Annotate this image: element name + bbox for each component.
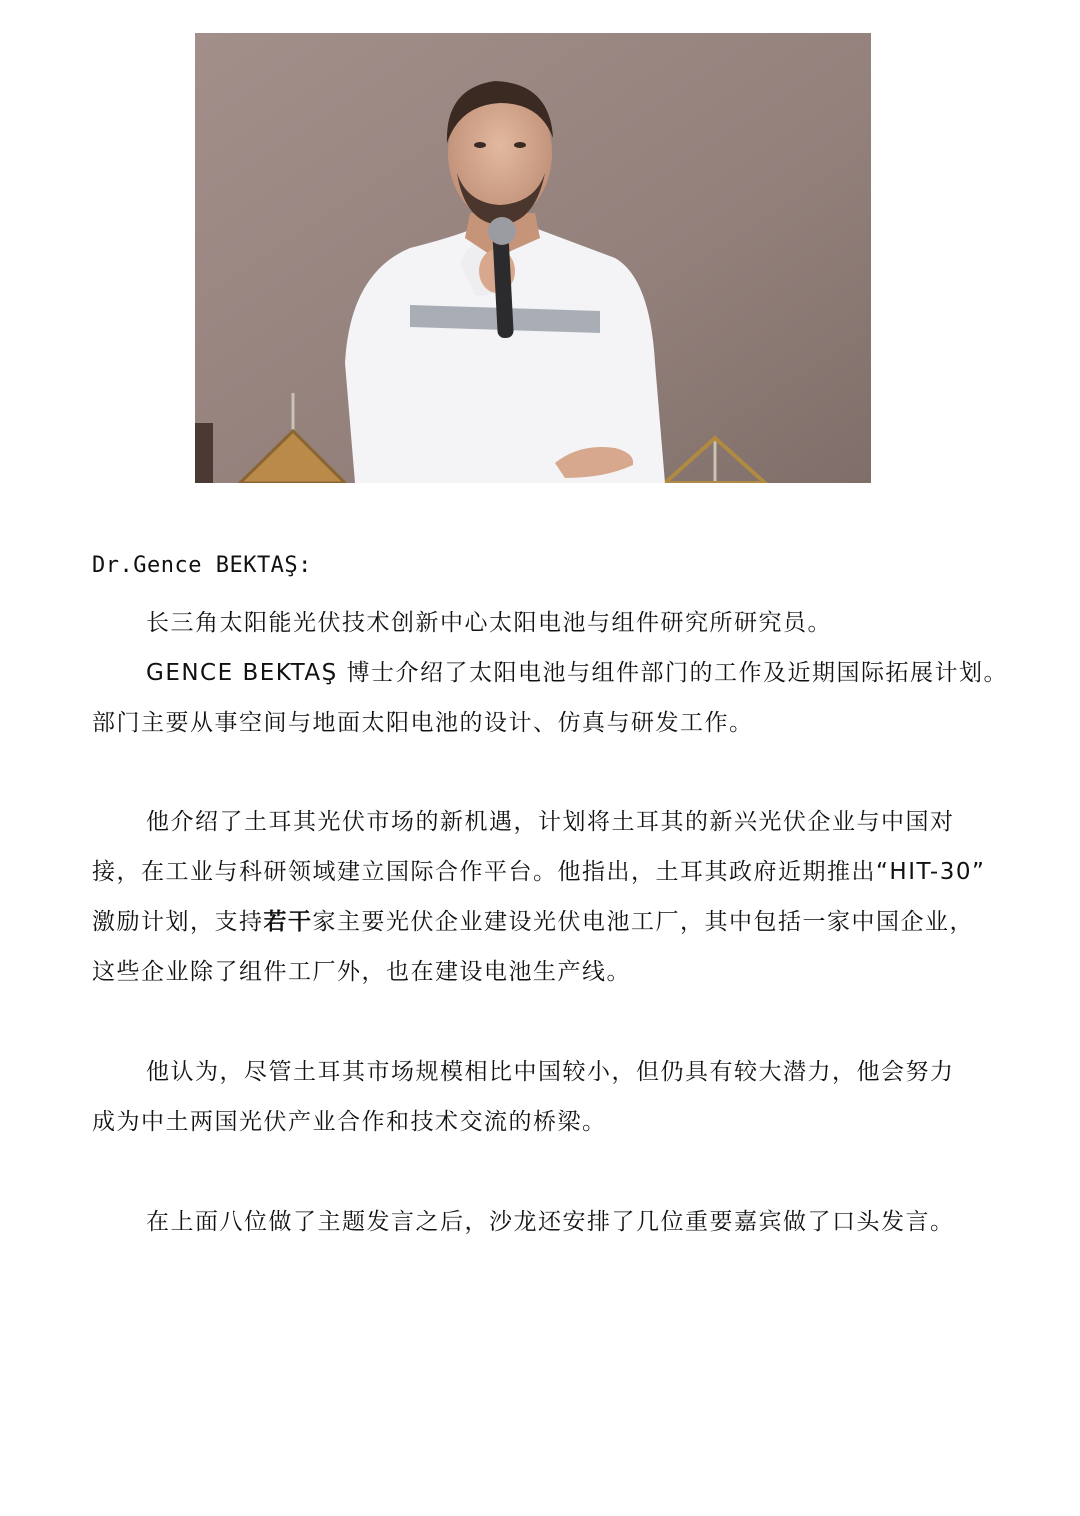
- intro-line-1: [146, 654, 1008, 687]
- intro-line-2: 部门主要从事空间与地面太阳电池的设计、仿真与研发工作。: [92, 710, 754, 736]
- speaker-photo: [195, 33, 871, 483]
- market-line-3: [92, 903, 974, 936]
- view-line-2: 成为中土两国光伏产业合作和技术交流的桥梁。: [92, 1109, 607, 1135]
- view-line-1: 他认为，尽管土耳其市场规模相比中国较小，但仍具有较大潜力，他会努力: [146, 1059, 955, 1085]
- speaker-name-heading: Dr.Gence BEKTAŞ:: [92, 553, 312, 578]
- market-line-2: 接，在工业与科研领域建立国际合作平台。他指出，土耳其政府近期推出“HIT-30”: [92, 859, 986, 885]
- market-line-3-end: 家主要光伏企业建设光伏电池工厂，其中包括一家中国企业，: [312, 909, 974, 935]
- market-line-4: 这些企业除了组件工厂外，也在建设电池生产线。: [92, 959, 631, 985]
- market-line-1: 他介绍了土耳其光伏市场的新机遇，计划将土耳其的新兴光伏企业与中国对: [146, 809, 955, 835]
- intro-line-1-text: 博士介绍了太阳电池与组件部门的工作及近期国际拓展计划。: [337, 660, 1008, 686]
- intro-speaker-name: GENCE BEKTAŞ: [146, 660, 338, 686]
- speaker-title-line: 长三角太阳能光伏技术创新中心太阳电池与组件研究所研究员。: [146, 610, 832, 636]
- market-line-3-bold: 若干: [263, 909, 313, 935]
- market-line-3-start: 激励计划，支持: [92, 909, 264, 935]
- closing-line: 在上面八位做了主题发言之后，沙龙还安排了几位重要嘉宾做了口头发言。: [146, 1209, 955, 1235]
